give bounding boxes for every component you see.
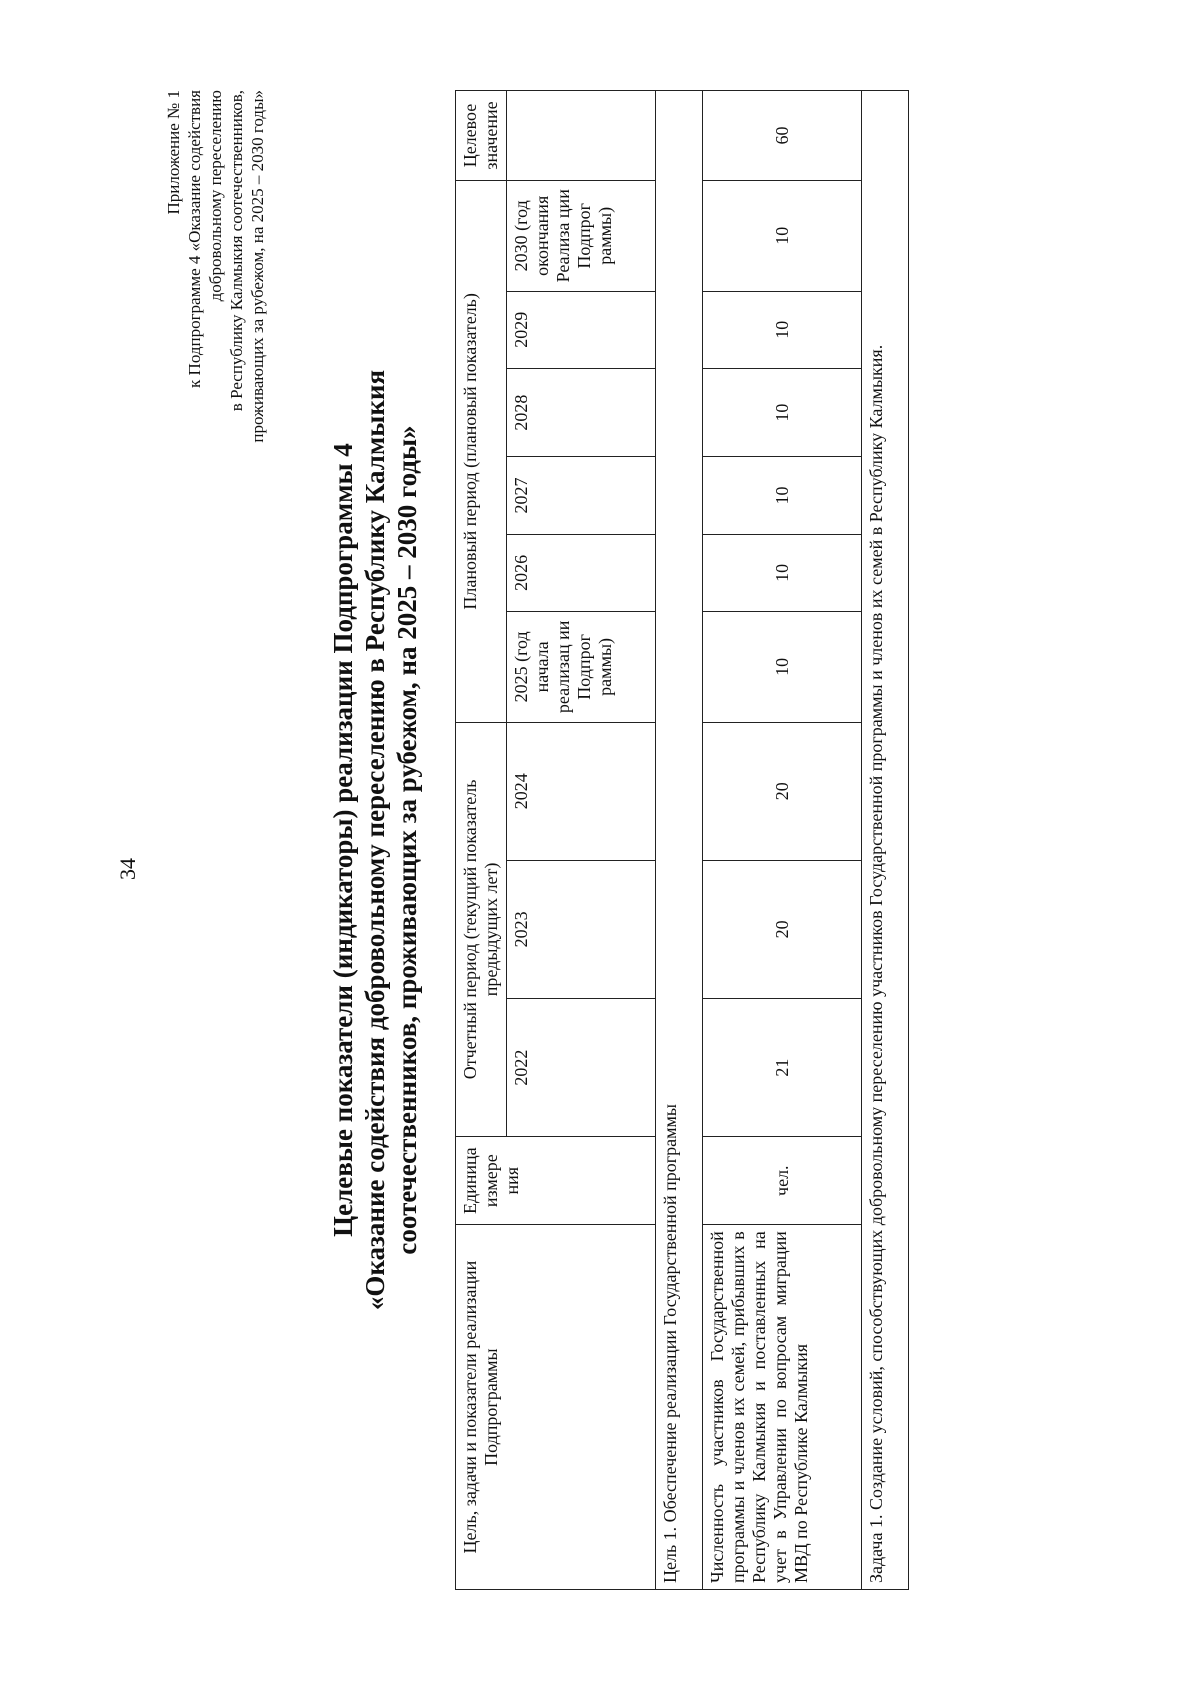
- title-line: Целевые показатели (индикаторы) реализации Подпрограммы 4: [328, 443, 358, 1237]
- goal-1: Цель 1. Обеспечение реализации Государственной программы: [656, 91, 703, 1590]
- value-target: 60: [703, 91, 862, 181]
- value-2023: 20: [703, 860, 862, 998]
- year-2024: 2024: [507, 722, 656, 860]
- year-2022: 2022: [507, 998, 656, 1136]
- value-2026: 10: [703, 534, 862, 611]
- value-2028: 10: [703, 368, 862, 456]
- title-line: «Оказание содействия добровольному переселению в Республику Калмыкия: [360, 369, 390, 1311]
- appendix-line: к Подпрограмме 4 «Оказание содействия: [185, 90, 204, 388]
- goal-row: [656, 91, 703, 1590]
- rotated-page: [35, 30, 1155, 1650]
- header-goal: Цель, задачи и показатели реализации Подпрограммы: [456, 1225, 656, 1590]
- year-2028: 2028: [507, 368, 656, 456]
- value-2027: 10: [703, 457, 862, 534]
- indicator-row: [703, 91, 862, 1590]
- task-1: Задача 1. Создание условий, способствующих добровольному переселению участников Государственной программы и членов их семей в Республику Калмыкия.: [862, 91, 909, 1590]
- value-2025: 10: [703, 612, 862, 723]
- appendix-line: проживающих за рубежом, на 2025 – 2030 годы»: [248, 90, 267, 443]
- appendix-line: Приложение № 1: [164, 90, 183, 215]
- header-plan-period: Плановый период (плановый показатель): [456, 181, 507, 723]
- indicators-table: [455, 90, 909, 1590]
- indicator-unit: чел.: [703, 1137, 862, 1225]
- indicator-name: Численность участников Государственной программы и членов их семей, прибывших в Республику Калмыкия и поставленных на учет в Управлении по вопросам миграции МВД по Республике Калмыкия: [703, 1225, 862, 1590]
- task-row: [862, 91, 909, 1590]
- header-unit: Единица измере ния: [456, 1137, 656, 1225]
- year-2029: 2029: [507, 291, 656, 368]
- header-target: Целевое значение: [456, 91, 507, 181]
- value-2030: 10: [703, 181, 862, 292]
- value-2024: 20: [703, 722, 862, 860]
- value-2022: 21: [703, 998, 862, 1136]
- year-2026: 2026: [507, 534, 656, 611]
- appendix-line: в Республику Калмыкия соотечественников,: [227, 90, 246, 412]
- header-report-period: Отчетный период (текущий показатель предыдущих лет): [456, 722, 507, 1137]
- appendix-line: добровольному переселению: [206, 90, 225, 302]
- year-2027: 2027: [507, 457, 656, 534]
- title-line: соотечественников, проживающих за рубежом, на 2025 – 2030 годы»: [392, 425, 422, 1255]
- year-2023: 2023: [507, 860, 656, 998]
- page-number: 34: [115, 858, 140, 880]
- value-2029: 10: [703, 291, 862, 368]
- document-title: [327, 30, 423, 1650]
- target-blank: [507, 91, 656, 181]
- appendix-note: [163, 90, 268, 610]
- year-2030: 2030 (год окончания Реализа ции Подпрог раммы): [507, 181, 656, 292]
- year-2025: 2025 (год начала реализац ии Подпрог раммы): [507, 612, 656, 723]
- header-row: [456, 91, 507, 1590]
